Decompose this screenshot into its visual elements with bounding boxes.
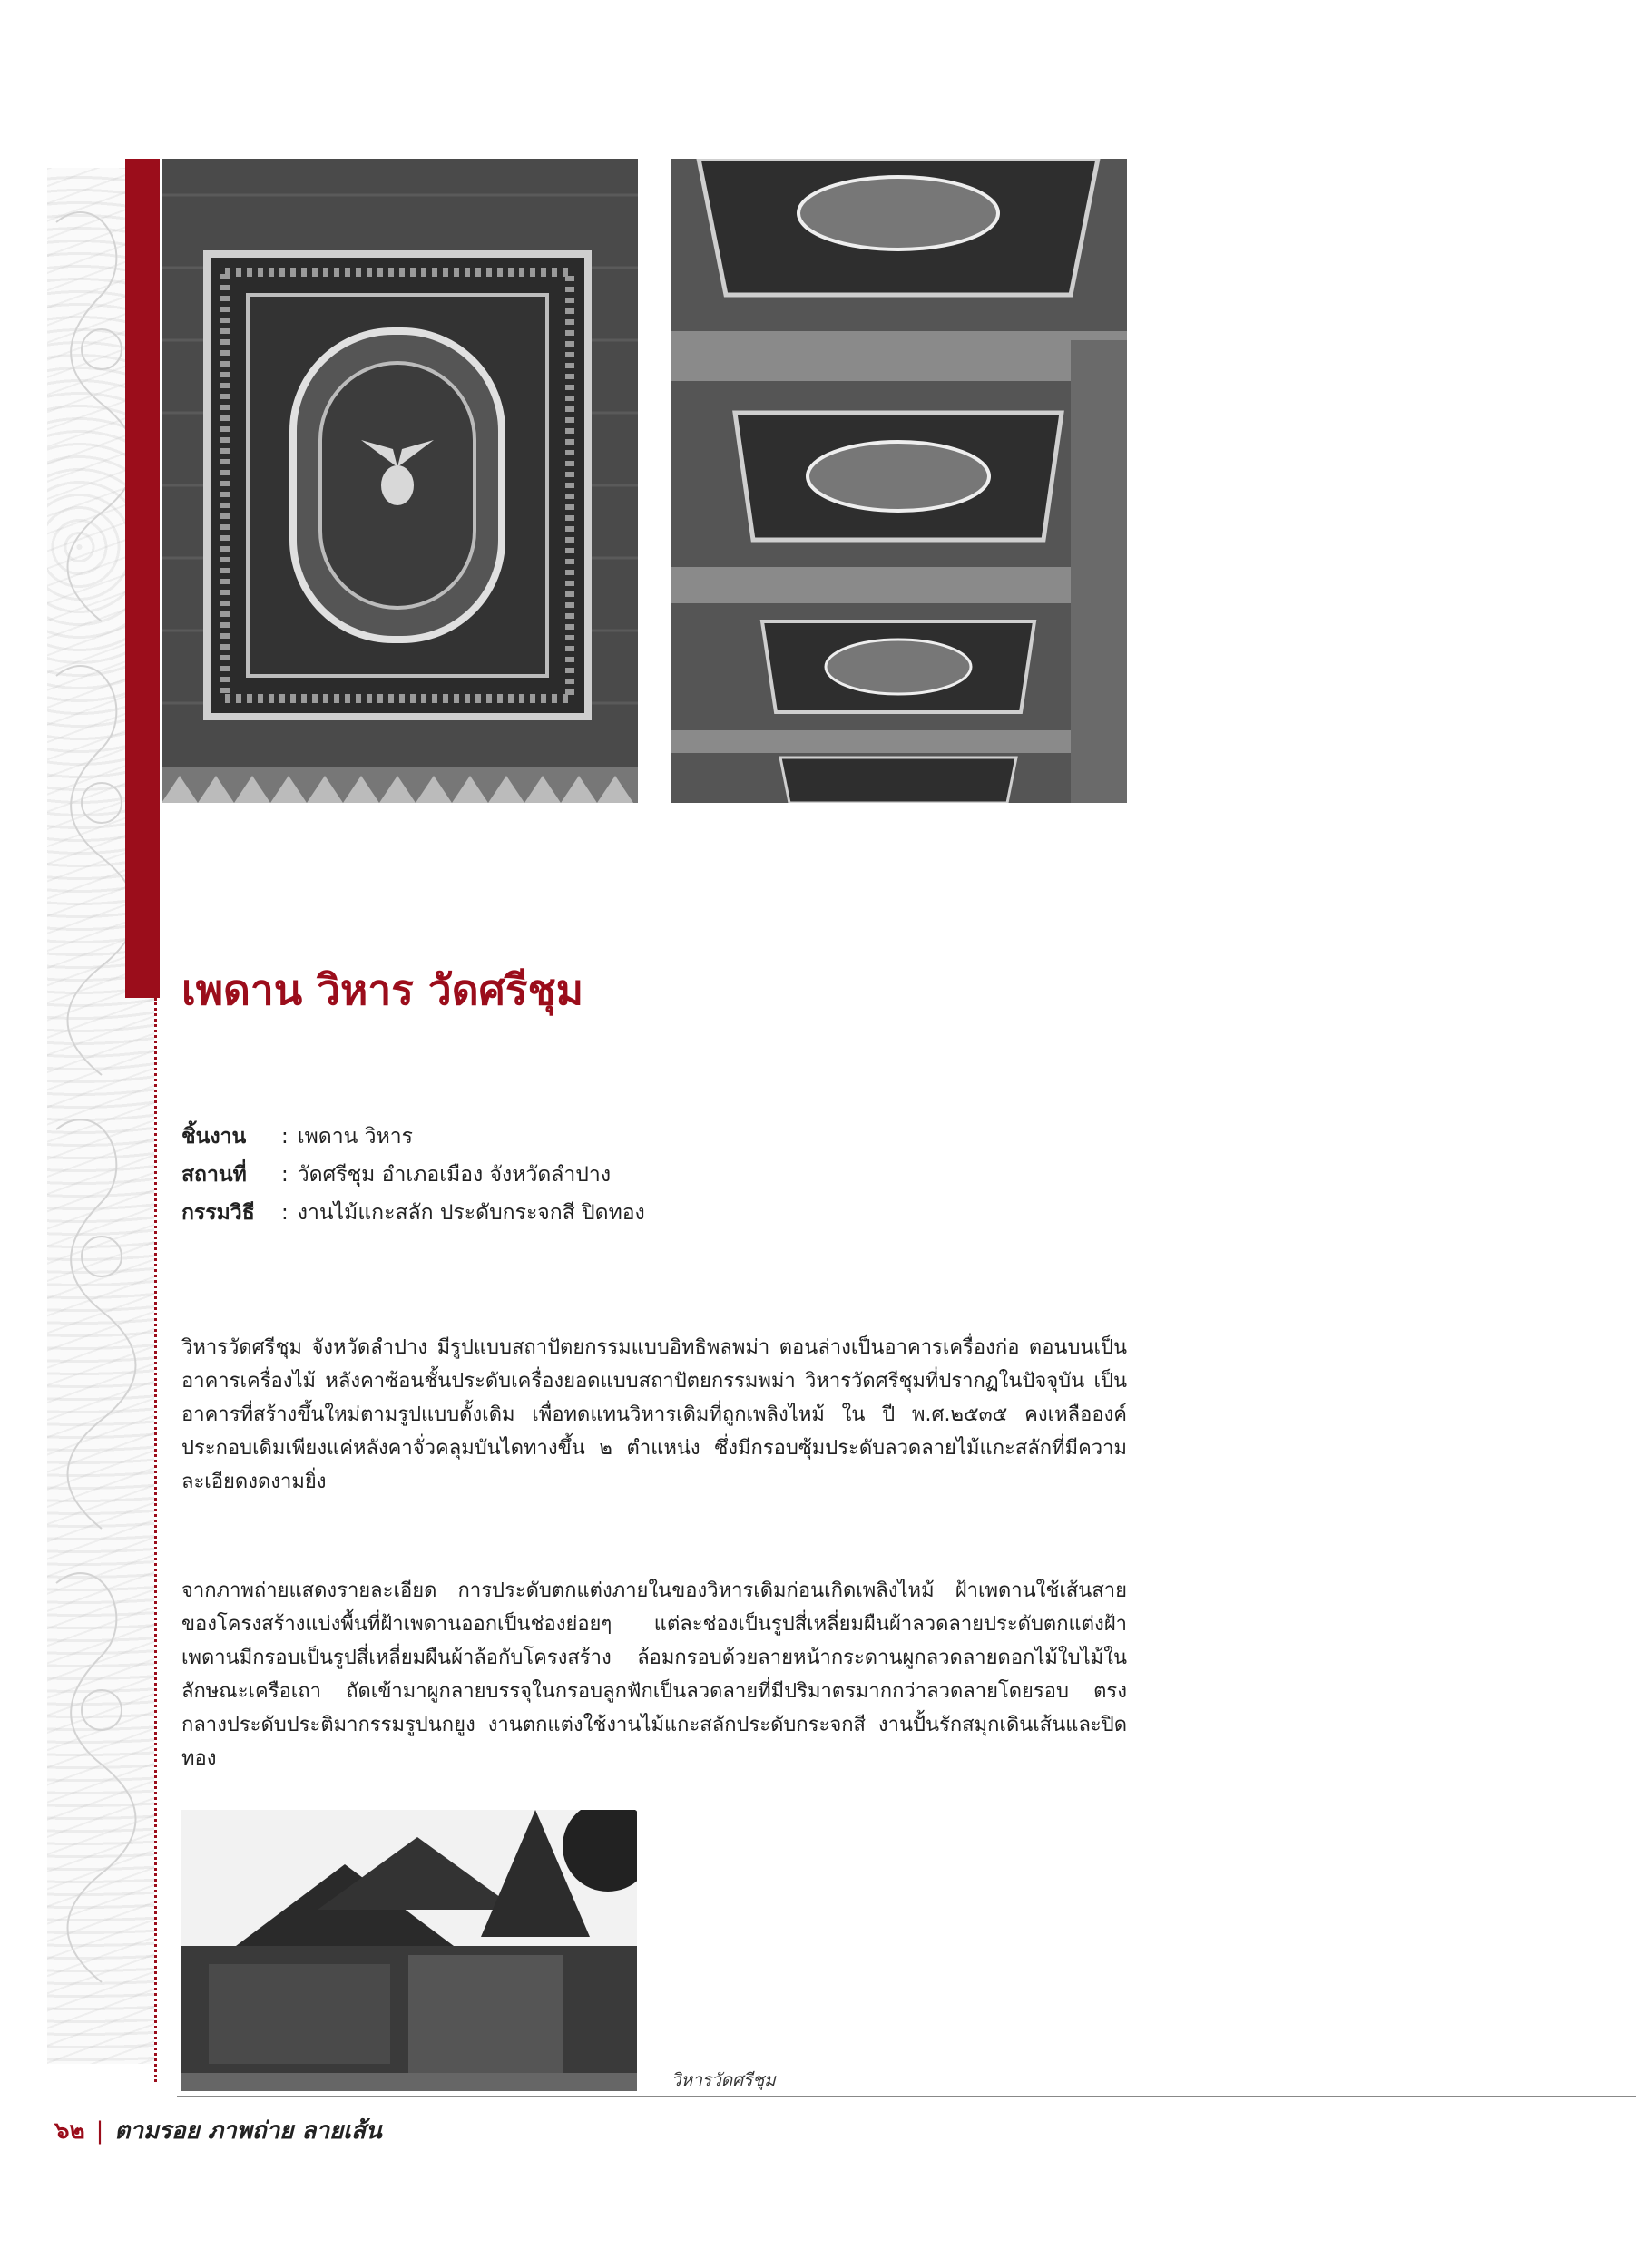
footer-divider: | <box>95 2117 104 2145</box>
separator: : <box>281 1201 289 1225</box>
separator: : <box>281 1125 289 1149</box>
ceiling-corridor-photo <box>671 159 1127 803</box>
page-title: เพดาน วิหาร วัดศรีชุม <box>181 965 584 1014</box>
separator: : <box>281 1163 289 1187</box>
place-label: สถานที่ <box>181 1163 247 1187</box>
body-paragraph: วิหารวัดศรีชุม จังหวัดลำปาง มีรูปแบบสถาปัตยกรรมแบบอิทธิพลพม่า ตอนล่างเป็นอาคารเครื่องก่อ ตอนบนเป็นอาคารเครื่องไม้ หลังคาซ้อนชั้นประดับเครื่องยอดแบบสถาปัตยกรรมพม่า วิหารวัดศรีชุมที่ปรากฏในปัจจุบัน เป็นอาคารที่สร้างขึ้นใหม่ตามรูปแบบดั้งเดิม เพื่อทดแทนวิหารเดิมที่ถูกเพลิงไหม้ ใน ปี พ.ศ.๒๕๓๕ คงเหลือองค์ประกอบเดิมเพียงแค่หลังคาจั่วคลุมบันไดทางขึ้น ๒ ตำแหน่ง ซึ่งมีกรอบซุ้มประดับลวดลายไม้แกะสลักที่มีความละเอียดงดงามยิ่ง <box>181 1336 1127 1493</box>
dotted-divider <box>154 998 157 2082</box>
place-row <box>181 1156 645 1194</box>
method-row <box>181 1194 645 1232</box>
temple-exterior-photo <box>181 1810 637 2091</box>
work-label: ชิ้นงาน <box>181 1125 247 1149</box>
method-value: งานไม้แกะสลัก ประดับกระจกสี ปิดทอง <box>297 1201 645 1225</box>
body-paragraph: จากภาพถ่ายแสดงรายละเอียด การประดับตกแต่งภายในของวิหารเดิมก่อนเกิดเพลิงไหม้ ฝ้าเพดานใช้เส้นสายของโครงสร้างแบ่งพื้นที่ฝ้าเพดานออกเป็นช่องย่อยๆ แต่ละช่องเป็นรูปสี่เหลี่ยมผืนผ้าลวดลายประดับตกแต่งฝ้าเพดานมีกรอบเป็นรูปสี่เหลี่ยมผืนผ้าล้อกับโครงสร้าง ล้อมกรอบด้วยลายหน้ากระดานผูกลวดลายดอกไม้ใบไม้ในลักษณะเครือเถา ถัดเข้ามาผูกลายบรรจุในกรอบลูกฟักเป็นลวดลายที่มีปริมาตรมากกว่าลวดลายโดยรอบ ตรงกลางประดับประติมากรรมรูปนกยูง งานตกแต่งใช้งานไม้แกะสลักประดับกระจกสี งานปั้นรักสมุกเดินเส้นและปิดทอง <box>181 1579 1127 1770</box>
page-footer <box>54 2112 382 2149</box>
artwork-details <box>181 1118 645 1232</box>
book-title: ตามรอย ภาพถ่าย ลายเส้น <box>114 2117 382 2145</box>
accent-bar <box>125 159 160 998</box>
footer-rule <box>177 2096 1636 2097</box>
work-row <box>181 1118 645 1156</box>
photo-caption: วิหารวัดศรีชุม <box>671 2070 776 2090</box>
place-value: วัดศรีชุม อำเภอเมือง จังหวัดลำปาง <box>297 1163 612 1187</box>
page-number: ๖๒ <box>54 2117 85 2145</box>
work-value: เพดาน วิหาร <box>297 1125 414 1149</box>
method-label: กรรมวิธี <box>181 1201 255 1225</box>
ceiling-panel-photo <box>162 159 638 803</box>
